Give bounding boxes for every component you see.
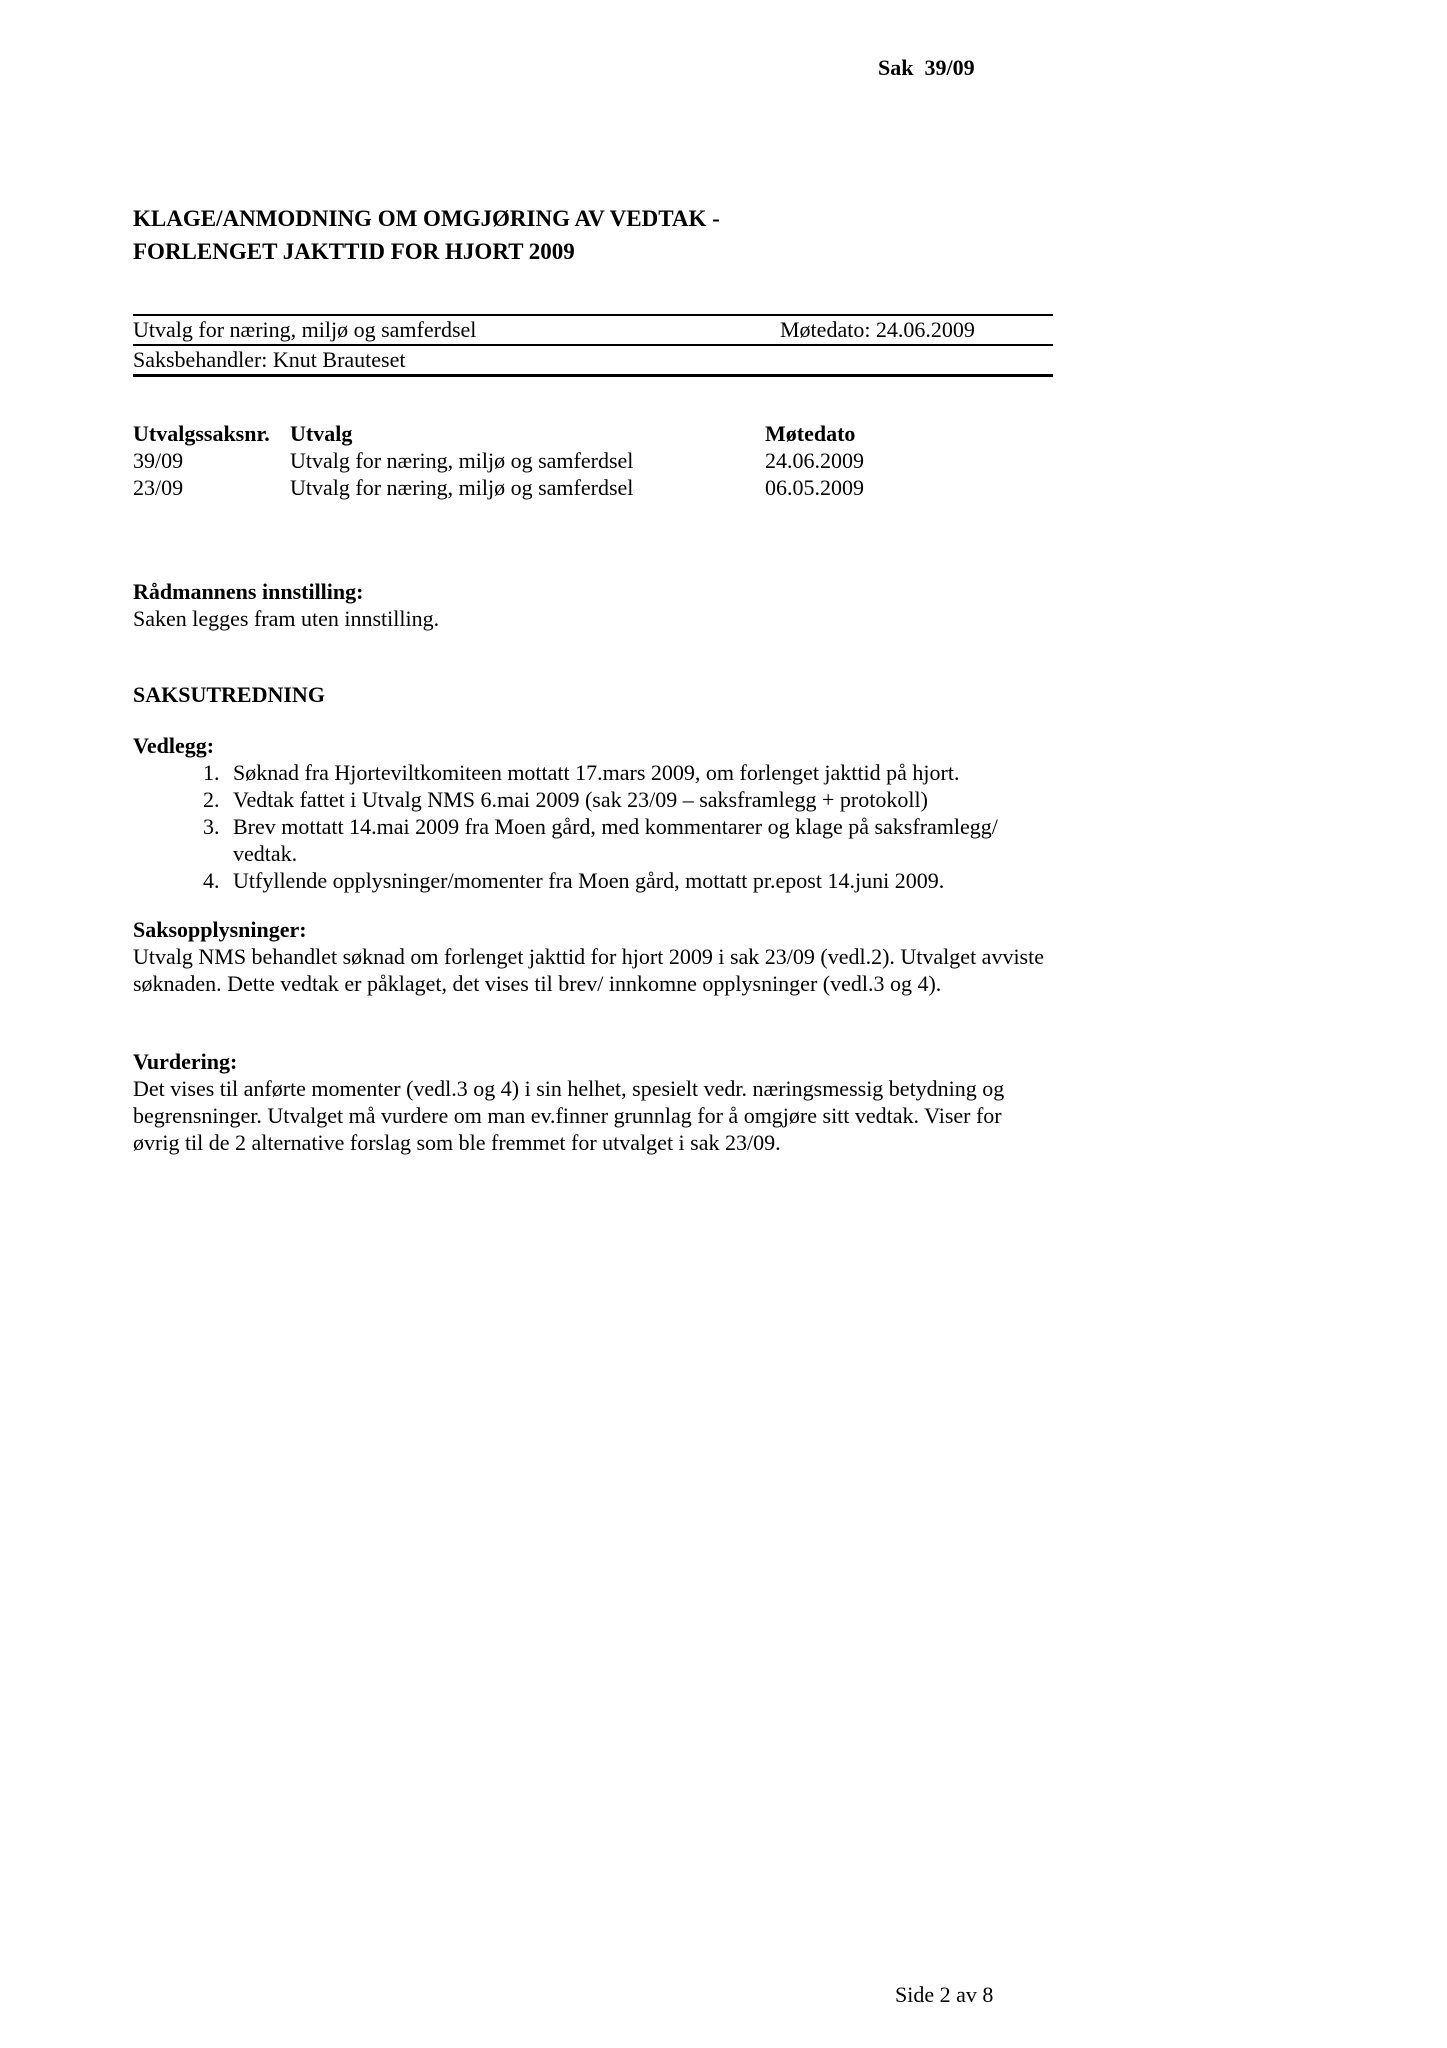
header-table	[133, 314, 1053, 377]
raadmann-text: Saken legges fram uten innstilling.	[133, 606, 440, 631]
section-saksopplysninger	[133, 916, 1053, 997]
saksopplysninger-heading: Saksopplysninger:	[133, 917, 307, 942]
table-row-cell-utvalg: Utvalg for næring, miljø og samferdsel	[290, 475, 634, 500]
vedlegg-item: 1. Søknad fra Hjorteviltkomiteen mottatt 17.mars 2009, om forlenget jakttid på hjort.	[225, 759, 1033, 786]
table-row-cell-nr: 39/09	[133, 448, 184, 473]
section-vurdering	[133, 1048, 1053, 1156]
vedlegg-heading: Vedlegg:	[133, 733, 215, 758]
case-reference: Sak 39/09	[878, 55, 975, 80]
case-history-table	[133, 420, 1053, 501]
table-row-cell-dato: 06.05.2009	[765, 475, 864, 500]
col-header-motedato: Møtedato	[765, 421, 856, 446]
header-table-row-committee	[133, 316, 1053, 346]
table-row-cell-utvalg: Utvalg for næring, miljø og samferdsel	[290, 448, 634, 473]
raadmann-heading: Rådmannens innstilling:	[133, 579, 364, 604]
vurdering-heading: Vurdering:	[133, 1049, 238, 1074]
caseworker-name: Saksbehandler: Knut Brauteset	[133, 347, 406, 372]
saksopplysninger-text: Utvalg NMS behandlet søknad om forlenget jakttid for hjort 2009 i sak 23/09 (vedl.2). Utvalget avviste søknaden. Dette vedtak er påklaget, det vises til brev/ innkomne opplysninger (vedl.3 og 4).	[133, 944, 1044, 996]
col-header-utvalgssaksnr: Utvalgssaksnr.	[133, 421, 270, 446]
table-row-cell-nr: 23/09	[133, 475, 184, 500]
saksutredning-heading: SAKSUTREDNING	[133, 682, 325, 707]
committee-name: Utvalg for næring, miljø og samferdsel	[133, 317, 477, 342]
section-vedlegg	[133, 732, 1053, 894]
vedlegg-item: 4. Utfyllende opplysninger/momenter fra Moen gård, mottatt pr.epost 14.juni 2009.	[225, 867, 1033, 894]
table-row-cell-dato: 24.06.2009	[765, 448, 864, 473]
vedlegg-list	[133, 759, 1053, 894]
title-line-1: KLAGE/ANMODNING OM OMGJØRING AV VEDTAK -	[133, 206, 720, 231]
section-saksutredning	[133, 681, 1053, 708]
col-header-utvalg: Utvalg	[290, 421, 353, 446]
meeting-date: Møtedato: 24.06.2009	[780, 317, 975, 342]
vedlegg-item: 2. Vedtak fattet i Utvalg NMS 6.mai 2009 (sak 23/09 – saksframlegg + protokoll)	[225, 786, 1033, 813]
section-raadmannens-innstilling	[133, 578, 1053, 632]
vedlegg-item: 3. Brev mottatt 14.mai 2009 fra Moen gård, med kommentarer og klage på saksframlegg/ vedtak.	[225, 813, 1033, 867]
header-table-row-caseworker	[133, 346, 1053, 374]
document-title	[133, 202, 720, 268]
title-line-2: FORLENGET JAKTTID FOR HJORT 2009	[133, 239, 575, 264]
page-number: Side 2 av 8	[895, 1982, 994, 2007]
vurdering-text: Det vises til anførte momenter (vedl.3 og 4) i sin helhet, spesielt vedr. næringsmessig betydning og begrensninger. Utvalget må vurdere om man ev.finner grunnlag for å omgjøre sitt vedtak. Viser for øvrig til de 2 alternative forslag som ble fremmet for utvalget i sak 23/09.	[133, 1076, 1005, 1155]
